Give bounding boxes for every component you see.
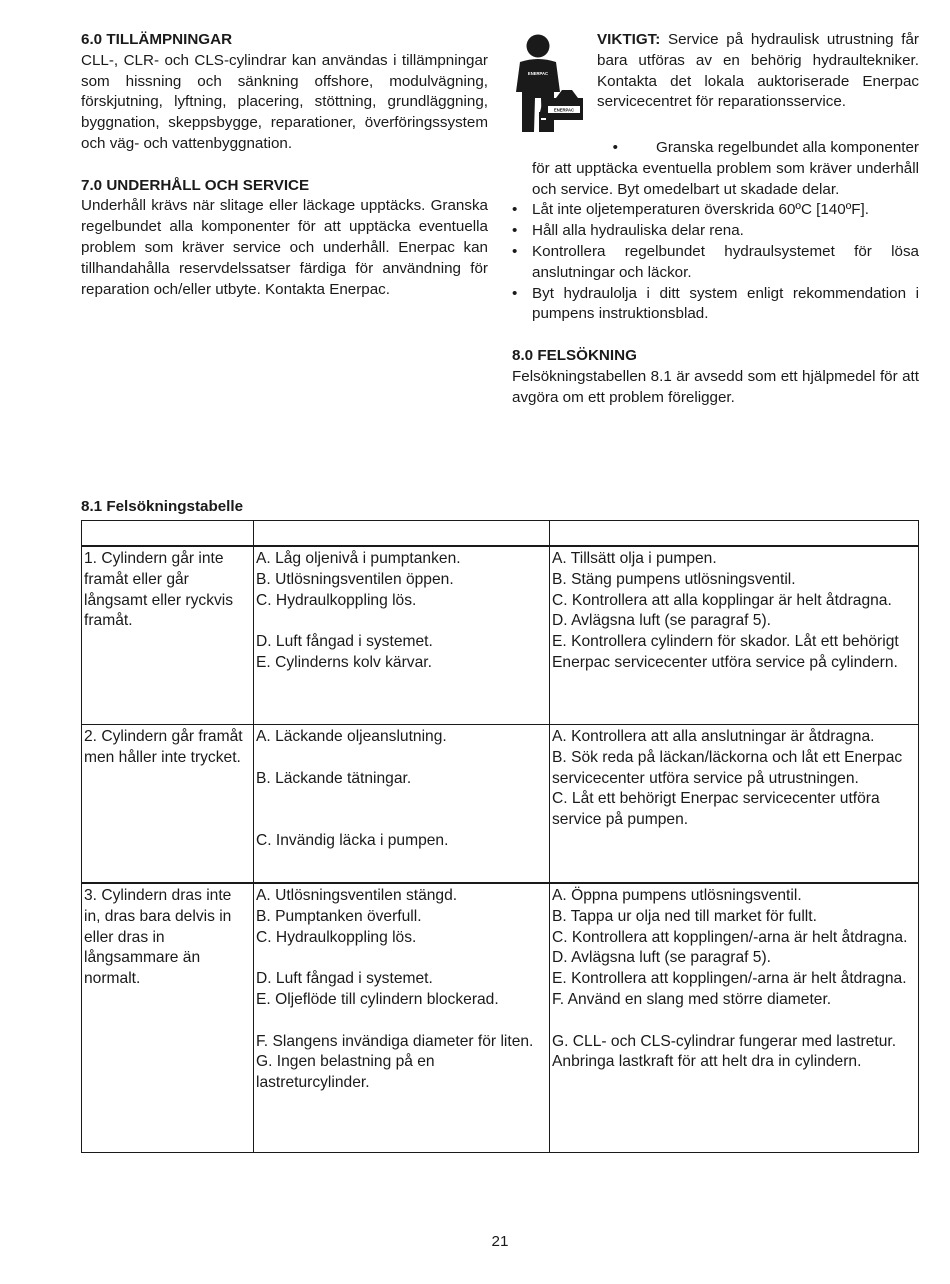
maintenance-list	[512, 138, 919, 325]
section-8-body: Felsökningstabellen 8.1 är avsedd som ett hjälpmedel för att avgöra om ett problem föreligger.	[512, 367, 919, 406]
solutions-cell: A. Tillsätt olja i pumpen. B. Stäng pumpens utlösningsventil. C. Kontrollera att alla kopplingar är helt åtdragna. D. Avlägsna luft (se paragraf 5). E. Kontrollera cylindern för skador. Låt ett behörigt Enerpac servicecenter utföra service på cylindern.	[550, 546, 919, 725]
warning-block	[512, 30, 919, 138]
solutions-cell: A. Öppna pumpens utlösningsventil. B. Tappa ur olja ned till market för fullt. C. Kontrollera att kopplingen/-arna är helt åtdragna. D. Avlägsna luft (se paragraf 5). E. Kontrollera att kopplingen/-arna är helt åtdragna. F. Använd en slang med större diameter. G. CLL- och CLS-cylindrar fungerar med lastretur. Anbringa lastkraft för att helt dra in cylindern.	[550, 883, 919, 1153]
table-row	[82, 725, 919, 884]
troubleshooting-table	[81, 520, 919, 1153]
table-row	[82, 546, 919, 725]
section-6-body: CLL-, CLR- och CLS-cylindrar kan användas i tillämpningar som hissning och sänkning offshore, modulvägning, förskjutning, lyftning, placering, stöttning, grundläggning, byggnation, skeppsbygge, reparationer, överföringssystem och väg- och vattenbyggnation.	[81, 51, 488, 152]
table-header-cell	[82, 521, 254, 547]
table-header-row	[82, 521, 919, 547]
solutions-cell: A. Kontrollera att alla anslutningar är åtdragna. B. Sök reda på läckan/läckorna och låt ett Enerpac servicecenter utföra service på utrustningen. C. Låt ett behörigt Enerpac servicecenter utföra service på pumpen.	[550, 725, 919, 884]
table-header-cell	[254, 521, 550, 547]
list-item: • Låt inte oljetemperaturen överskrida 60ºC [140ºF].	[512, 201, 869, 219]
list-item: • Kontrollera regelbundet hydraulsystemet för lösa anslutningar och läckor.	[512, 242, 919, 281]
svg-text:ENERPAC: ENERPAC	[527, 71, 549, 76]
left-column	[81, 30, 488, 300]
section-7-body: Underhåll krävs när slitage eller läckage upptäcks. Granska regelbundet alla komponenter för att upptäcka eventuella problem som kräver service och underhåll. Enerpac kan tillhandahålla reservdelssatser färdiga för användning för reparation och/eller utbyte. Kontakta Enerpac.	[81, 197, 488, 298]
list-item: • Granska regelbundet alla komponenter för att upptäcka eventuella problem som kräver underhåll och service. Byt omedelbart ut skadade delar.	[532, 139, 919, 198]
causes-cell: A. Låg oljenivå i pumptanken. B. Utlösningsventilen öppen. C. Hydraulkoppling lös. D. Luft fångad i systemet. E. Cylinderns kolv kärvar.	[254, 546, 550, 725]
problem-cell: 3. Cylindern dras inte in, dras bara delvis in eller dras in långsammare än normalt.	[82, 883, 254, 1153]
svg-text:ENERPAC: ENERPAC	[553, 107, 575, 113]
table-row	[82, 883, 919, 1153]
table-header-cell	[550, 521, 919, 547]
list-item: • Håll alla hydrauliska delar rena.	[512, 222, 744, 240]
warning-text	[597, 30, 919, 113]
causes-cell: A. Läckande oljeanslutning. B. Läckande tätningar. C. Invändig läcka i pumpen.	[254, 725, 550, 884]
causes-cell: A. Utlösningsventilen stängd. B. Pumptanken överfull. C. Hydraulkoppling lös. D. Luft fångad i systemet. E. Oljeflöde till cylindern blockerad. F. Slangens invändiga diameter för liten. G. Ingen belastning på en lastreturcylinder.	[254, 883, 550, 1153]
section-7-heading: 7.0 UNDERHÅLL OCH SERVICE	[81, 176, 310, 194]
technician-icon	[512, 32, 584, 134]
section-6-heading: 6.0 TILLÄMPNINGAR	[81, 31, 233, 48]
problem-cell: 1. Cylindern går inte framåt eller går långsamt eller ryckvis framåt.	[82, 546, 254, 725]
section-8-heading: 8.0 FELSÖKNING	[512, 346, 637, 364]
warning-body: Service på hydraulisk utrustning får bara utföras av en behörig hydraultekniker. Kontakta det lokala auktoriserade Enerpac servicecentret för reparationsservice.	[597, 31, 919, 111]
problem-cell: 2. Cylindern går framåt men håller inte trycket.	[82, 725, 254, 884]
list-item: • Byt hydraulolja i ditt system enligt rekommendation i pumpens instruktionsblad.	[512, 284, 919, 323]
page-number: 21	[491, 1233, 509, 1250]
warning-label: VIKTIGT:	[597, 31, 661, 48]
table-title: 8.1 Felsökningstabelle	[81, 498, 244, 515]
right-column	[512, 30, 919, 408]
